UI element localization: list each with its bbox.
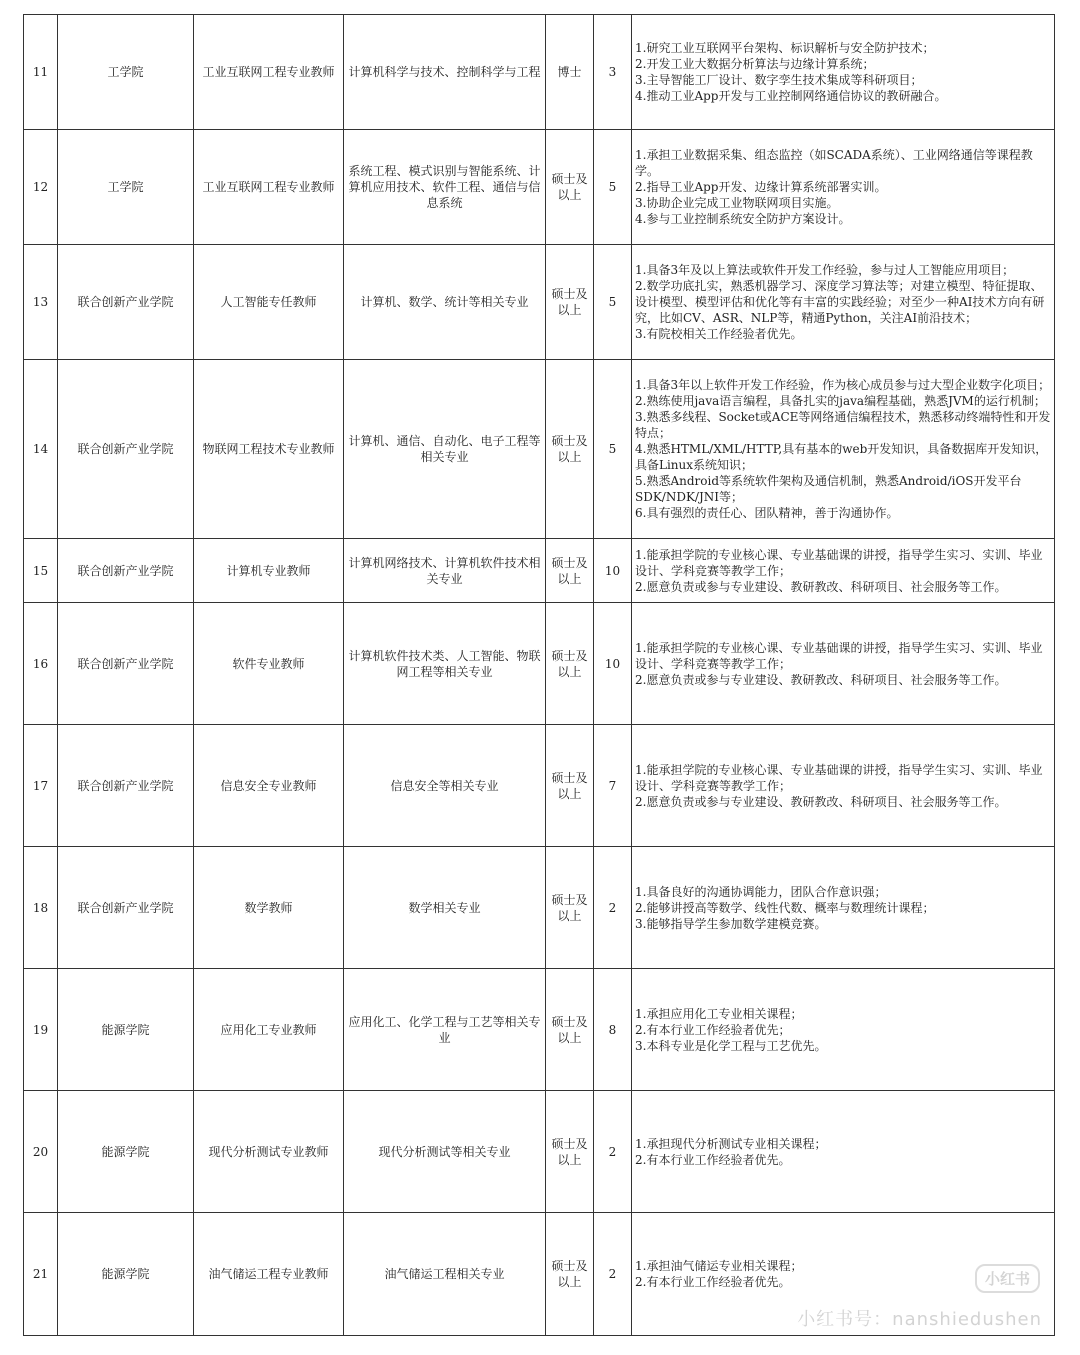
college-cell: 联合创新产业学院: [58, 725, 194, 847]
major-cell: 计算机软件技术类、人工智能、物联网工程等相关专业: [344, 603, 546, 725]
requirements-cell: [632, 969, 1055, 1091]
requirement-line: 6.具有强烈的责任心、团队精神，善于沟通协作。: [635, 506, 899, 520]
requirement-line: 2.熟练使用java语言编程，具备扎实的java编程基础，熟悉JVM的运行机制；: [635, 394, 1046, 408]
college-cell: 能源学院: [58, 1213, 194, 1336]
requirement-line: 1.能承担学院的专业核心课、专业基础课的讲授，指导学生实习、实训、毕业设计、学科竞赛等教学工作；: [635, 762, 1043, 793]
requirement-line: 2.能够讲授高等数学、线性代数、概率与数理统计课程；: [635, 900, 935, 915]
requirement-line: 3.有院校相关工作经验者优先。: [635, 327, 803, 341]
requirement-line: 2.指导工业App开发、边缘计算系统部署实训。: [635, 180, 887, 194]
row-number: 20: [24, 1091, 58, 1213]
college-cell: 联合创新产业学院: [58, 847, 194, 969]
watermark-logo: 小红书: [975, 1264, 1040, 1293]
college-cell: 能源学院: [58, 969, 194, 1091]
requirements-cell: [632, 847, 1055, 969]
requirements-cell: [632, 360, 1055, 539]
requirement-line: 1.承担油气储运专业相关课程；: [635, 1259, 803, 1273]
row-number: 14: [24, 360, 58, 539]
position-cell: 物联网工程技术专业教师: [194, 360, 344, 539]
position-cell: 油气储运工程专业教师: [194, 1213, 344, 1336]
requirement-line: 2.愿意负责或参与专业建设、教研教改、科研项目、社会服务等工作。: [635, 672, 1007, 687]
row-number: 19: [24, 969, 58, 1091]
position-cell: 人工智能专任教师: [194, 245, 344, 360]
headcount-cell: 7: [594, 725, 632, 847]
requirements-cell: [632, 725, 1055, 847]
requirement-line: 3.主导智能工厂设计、数字孪生技术集成等科研项目；: [635, 73, 923, 87]
table-row: [24, 360, 1055, 539]
major-cell: 信息安全等相关专业: [344, 725, 546, 847]
degree-cell: 硕士及以上: [546, 360, 594, 539]
row-number: 11: [24, 15, 58, 130]
major-cell: 应用化工、化学工程与工艺等相关专业: [344, 969, 546, 1091]
table-row: [24, 1091, 1055, 1213]
recruitment-table: [23, 14, 1055, 1336]
position-cell: 工业互联网工程专业教师: [194, 130, 344, 245]
degree-cell: 硕士及以上: [546, 1213, 594, 1336]
requirement-line: 5.熟悉Android等系统软件架构及通信机制，熟悉Android/iOS开发平台SDK/NDK/JNI等；: [635, 474, 1022, 504]
major-cell: 油气储运工程相关专业: [344, 1213, 546, 1336]
requirement-line: 3.协助企业完成工业物联网项目实施。: [635, 196, 839, 210]
headcount-cell: 10: [594, 539, 632, 603]
row-number: 18: [24, 847, 58, 969]
major-cell: 计算机网络技术、计算机软件技术相关专业: [344, 539, 546, 603]
row-number: 13: [24, 245, 58, 360]
headcount-cell: 10: [594, 603, 632, 725]
major-cell: 系统工程、模式识别与智能系统、计算机应用技术、软件工程、通信与信息系统: [344, 130, 546, 245]
degree-cell: 硕士及以上: [546, 245, 594, 360]
position-cell: 计算机专业教师: [194, 539, 344, 603]
requirement-line: 1.研究工业互联网平台架构、标识解析与安全防护技术；: [635, 41, 935, 55]
degree-cell: 硕士及以上: [546, 1091, 594, 1213]
degree-cell: 硕士及以上: [546, 539, 594, 603]
position-cell: 现代分析测试专业教师: [194, 1091, 344, 1213]
row-number: 17: [24, 725, 58, 847]
college-cell: 联合创新产业学院: [58, 245, 194, 360]
requirement-line: 3.熟悉多线程、Socket或ACE等网络通信编程技术，熟悉移动终端特性和开发特点；: [635, 410, 1051, 440]
college-cell: 工学院: [58, 130, 194, 245]
requirements-cell: [632, 15, 1055, 130]
requirement-line: 1.承担应用化工专业相关课程；: [635, 1006, 803, 1021]
requirement-line: 2.有本行业工作经验者优先；: [635, 1022, 791, 1037]
requirements-cell: [632, 603, 1055, 725]
row-number: 21: [24, 1213, 58, 1336]
requirements-cell: [632, 1091, 1055, 1213]
headcount-cell: 5: [594, 130, 632, 245]
requirement-line: 1.具备良好的沟通协调能力，团队合作意识强；: [635, 884, 887, 899]
requirement-line: 2.数学功底扎实，熟悉机器学习、深度学习算法等；对建立模型、特征提取、设计模型、模型评估和优化等有丰富的实践经验；对至少一种AI技术方向有研究，比如CV、ASR、NLP等，精通Python，关注AI前沿技术；: [635, 279, 1045, 325]
table-row: [24, 725, 1055, 847]
requirement-line: 4.熟悉HTML/XML/HTTP,具有基本的web开发知识，具备数据库开发知识，具备Linux系统知识；: [635, 442, 1048, 472]
requirement-line: 2.有本行业工作经验者优先。: [635, 1152, 791, 1167]
watermark-id: 小红书号：nanshiedushen: [797, 1309, 1042, 1330]
degree-cell: 硕士及以上: [546, 969, 594, 1091]
degree-cell: 硕士及以上: [546, 603, 594, 725]
position-cell: 信息安全专业教师: [194, 725, 344, 847]
headcount-cell: 2: [594, 1091, 632, 1213]
requirement-line: 1.具备3年以上软件开发工作经验，作为核心成员参与过大型企业数字化项目；: [635, 378, 1051, 392]
position-cell: 应用化工专业教师: [194, 969, 344, 1091]
table-row: [24, 539, 1055, 603]
major-cell: 计算机科学与技术、控制科学与工程: [344, 15, 546, 130]
college-cell: 联合创新产业学院: [58, 539, 194, 603]
college-cell: 能源学院: [58, 1091, 194, 1213]
major-cell: 数学相关专业: [344, 847, 546, 969]
requirement-line: 1.能承担学院的专业核心课、专业基础课的讲授，指导学生实习、实训、毕业设计、学科竞赛等教学工作；: [635, 640, 1043, 671]
requirement-line: 1.具备3年及以上算法或软件开发工作经验，参与过人工智能应用项目；: [635, 263, 1015, 277]
position-cell: 软件专业教师: [194, 603, 344, 725]
requirement-line: 3.能够指导学生参加数学建模竞赛。: [635, 916, 827, 931]
requirements-cell: [632, 245, 1055, 360]
position-cell: 工业互联网工程专业教师: [194, 15, 344, 130]
headcount-cell: 3: [594, 15, 632, 130]
requirement-line: 2.愿意负责或参与专业建设、教研教改、科研项目、社会服务等工作。: [635, 579, 1007, 594]
requirement-line: 1.能承担学院的专业核心课、专业基础课的讲授，指导学生实习、实训、毕业设计、学科竞赛等教学工作；: [635, 547, 1043, 578]
requirement-line: 2.有本行业工作经验者优先。: [635, 1275, 791, 1289]
requirement-line: 1.承担现代分析测试专业相关课程；: [635, 1136, 827, 1151]
major-cell: 现代分析测试等相关专业: [344, 1091, 546, 1213]
headcount-cell: 2: [594, 847, 632, 969]
headcount-cell: 2: [594, 1213, 632, 1336]
college-cell: 联合创新产业学院: [58, 603, 194, 725]
table-row: [24, 15, 1055, 130]
table-row: [24, 245, 1055, 360]
table-row: [24, 603, 1055, 725]
requirement-line: 4.参与工业控制系统安全防护方案设计。: [635, 212, 851, 226]
row-number: 16: [24, 603, 58, 725]
college-cell: 联合创新产业学院: [58, 360, 194, 539]
degree-cell: 硕士及以上: [546, 130, 594, 245]
requirement-line: 2.愿意负责或参与专业建设、教研教改、科研项目、社会服务等工作。: [635, 794, 1007, 809]
degree-cell: 博士: [546, 15, 594, 130]
requirements-cell: [632, 130, 1055, 245]
table-row: [24, 847, 1055, 969]
position-cell: 数学教师: [194, 847, 344, 969]
headcount-cell: 5: [594, 360, 632, 539]
degree-cell: 硕士及以上: [546, 725, 594, 847]
table-row: [24, 969, 1055, 1091]
requirement-line: 3.本科专业是化学工程与工艺优先。: [635, 1038, 827, 1053]
degree-cell: 硕士及以上: [546, 847, 594, 969]
requirement-line: 2.开发工业大数据分析算法与边缘计算系统；: [635, 57, 875, 71]
headcount-cell: 8: [594, 969, 632, 1091]
headcount-cell: 5: [594, 245, 632, 360]
requirement-line: 1.承担工业数据采集、组态监控（如SCADA系统）、工业网络通信等课程教学。: [635, 148, 1033, 178]
college-cell: 工学院: [58, 15, 194, 130]
major-cell: 计算机、通信、自动化、电子工程等相关专业: [344, 360, 546, 539]
row-number: 12: [24, 130, 58, 245]
requirements-cell: [632, 539, 1055, 603]
table-row: [24, 130, 1055, 245]
major-cell: 计算机、数学、统计等相关专业: [344, 245, 546, 360]
requirement-line: 4.推动工业App开发与工业控制网络通信协议的教研融合。: [635, 89, 947, 103]
row-number: 15: [24, 539, 58, 603]
